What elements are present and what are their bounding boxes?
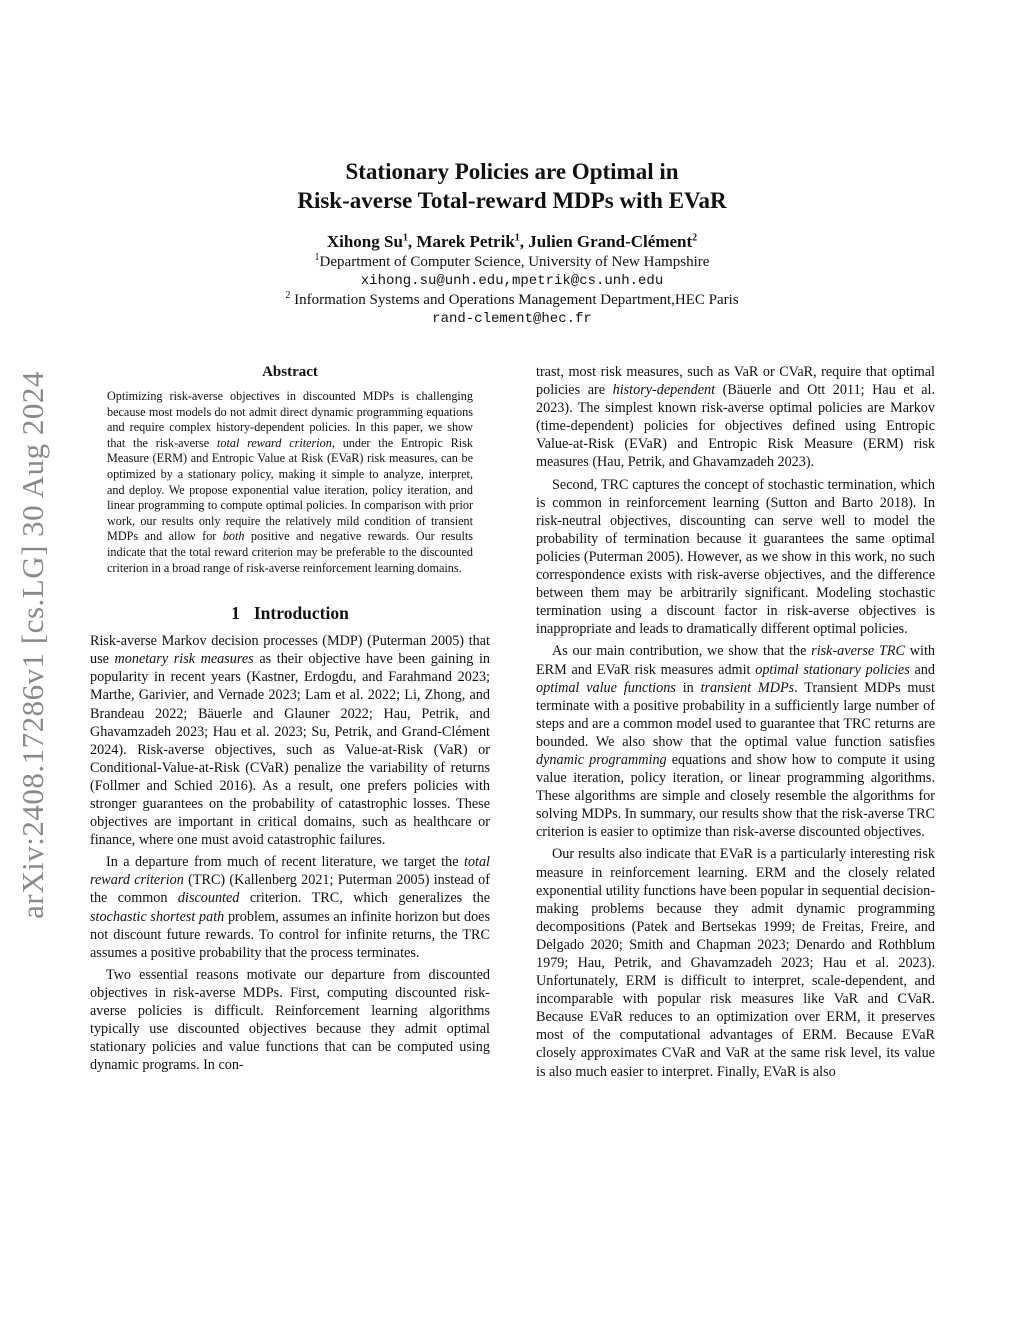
arxiv-identifier	[0, 350, 66, 940]
author-affiliation-mark: 2	[692, 232, 698, 244]
intro-paragraph-4: Second, TRC captures the concept of stochastic termination, which is common in reinforcement learning (Sutton and Barto 2018). In risk-neutral objectives, discounting can serve well to model the probability of termination because it guarantees the same optimal policies (Puterman 2005). However, as we show in this work, no such correspondence exists with risk-averse objectives, and the difference between them may be arbitrarily significant. Modeling stochastic termination using a discount factor in risk-averse objectives is inappropriate and leads to dramatically different optimal policies.	[536, 476, 935, 638]
intro-paragraph-5: As our main contribution, we show that the risk-averse TRC with ERM and EVaR risk measures admit optimal stationary policies and optimal value functions in transient MDPs. Transient MDPs must terminate with a positive probability in a sufficiently large number of steps and are a common model used to guarantee that TRC returns are bounded. We also show that the optimal value function satisfies dynamic programming equations and show how to compute it using value iteration, policy iteration, or linear programming algorithms. These algorithms are simple and closely resemble the algorithms for solving MDPs. In summary, our results show that the risk-averse TRC criterion is easier to optimize than risk-averse discounted objectives.	[536, 643, 936, 841]
affiliation-2-email: rand-clement@hec.fr	[432, 311, 592, 327]
paper-title-line-1: Stationary Policies are Optimal in	[345, 159, 679, 184]
paper-title-line-2: Risk-averse Total-reward MDPs with EVaR	[297, 188, 727, 213]
intro-paragraph-2: In a departure from much of recent literature, we target the total reward criterion (TRC) (Kallenberg 2021; Puterman 2005) instead of the common discounted criterion. TRC, which generalizes the stochastic shortest path problem, assumes an infinite horizon but does not discount future rewards. To control for infinite returns, the TRC assumes a positive probability that the process terminates.	[90, 854, 491, 961]
affiliation-mark: 1	[314, 252, 320, 263]
section-title: Introduction	[253, 603, 349, 624]
author-affiliation-mark: 1	[514, 232, 520, 244]
affiliation-text: Department of Computer Science, University of New Hampshire	[319, 254, 710, 270]
intro-paragraph-3-continued: trast, most risk measures, such as VaR or CVaR, require that optimal policies are history-dependent (Bäuerle and Ott 2011; Hau et al. 2023). The simplest known risk-averse optimal policies are Markov (time-dependent) policies for objectives defined using Entropic Value-at-Risk (EVaR) and Entropic Risk Measure (ERM) risk measures (Hau, Petrik, and Ghavamzadeh 2023).	[536, 364, 935, 471]
author-list: Xihong Su$^1$, Marek Petrik$^1$, Julien Grand-Clément$^2$	[326, 232, 698, 251]
intro-paragraph-6: Our results also indicate that EVaR is a particularly interesting risk measure in reinforcement learning. ERM and the closely related exponential utility functions have been popular in sequential decision-making problems because they admit dynamic programming decompositions (Patek and Bertsekas 1999; de Freitas, Freire, and Delgado 2020; Smith and Chapman 2023; Denardo and Rothblum 1979; Hau, Petrik, and Ghavamzadeh 2023; Hau et al. 2023). Unfortunately, ERM is difficult to interpret, scale-dependent, and incomparable with popular risk measures like VaR and CVaR. Because EVaR reduces to an optimization over ERM, it preserves most of the computational advantages of ERM. Because EVaR closely approximates CVaR and VaR at the same risk level, its value is also much easier to interpret. Finally, EVaR is also	[536, 846, 935, 1080]
intro-paragraph-3: Two essential reasons motivate our departure from discounted objectives in risk-averse MDPs. First, computing discounted risk-averse policies is difficult. Reinforcement learning algorithms typically use discounted objectives because they admit optimal stationary policies and value functions that can be computed using dynamic programs. In con-	[90, 966, 490, 1074]
section-number: 1	[231, 603, 240, 624]
affiliation-2	[150, 291, 874, 310]
section-heading	[90, 602, 490, 624]
affiliation-text: Information Systems and Operations Management Department,HEC Paris	[294, 292, 739, 308]
affiliation-1	[150, 253, 874, 272]
author-name: Julien Grand-Clément	[528, 232, 693, 251]
affiliation-mark: 2	[285, 290, 291, 301]
author-name: Marek Petrik	[416, 232, 515, 251]
intro-paragraph-1: Risk-averse Markov decision processes (MDP) (Puterman 2005) that use monetary risk measures as their objective have been gaining in popularity in recent years (Kastner, Erdogdu, and Farahmand 2023; Marthe, Garivier, and Vernade 2023; Lam et al. 2022; Li, Zhong, and Brandeau 2022; Bäuerle and Glauner 2022; Hau, Petrik, and Ghavamzadeh 2023; Hau et al. 2023; Su, Petrik, and Grand-Clément 2024). Risk-averse objectives, such as Value-at-Risk (VaR) or Conditional-Value-at-Risk (CVaR) penalize the variability of returns (Follmer and Schied 2016). As a result, one prefers policies with stronger guarantees on the probability of catastrophic losses. These objectives are important in critical domains, such as healthcare or finance, where one must avoid catastrophic failures.	[90, 633, 490, 849]
author-affiliation-mark: 1	[402, 232, 408, 244]
abstract-heading: Abstract	[262, 364, 318, 380]
title-block	[150, 157, 874, 329]
arxiv-identifier-text: arXiv:2408.17286v1 [cs.LG] 30 Aug 2024	[15, 371, 51, 919]
left-column	[90, 363, 490, 1078]
right-column	[536, 363, 935, 1085]
abstract-text: Optimizing risk-averse objectives in discounted MDPs is challenging because most models do not admit direct dynamic programming equations and require complex history-dependent policies. In this paper, we show that the risk-averse total reward criterion, under the Entropic Risk Measure (ERM) and Entropic Value at Risk (EVaR) risk measures, can be optimized by a stationary policy, making it simple to analyze, interpret, and deploy. We propose exponential value iteration, policy iteration, and linear programming to compute optimal policies. In comparison with prior work, our results only require the relatively mild condition of transient MDPs and allow for both positive and negative rewards. Our results indicate that the total reward criterion may be preferable to the discounted criterion in a broad range of risk-averse reinforcement learning domains.	[107, 389, 473, 575]
affiliation-1-email: xihong.su@unh.edu,mpetrik@cs.unh.edu	[360, 273, 664, 289]
author-name: Xihong Su	[326, 232, 403, 251]
